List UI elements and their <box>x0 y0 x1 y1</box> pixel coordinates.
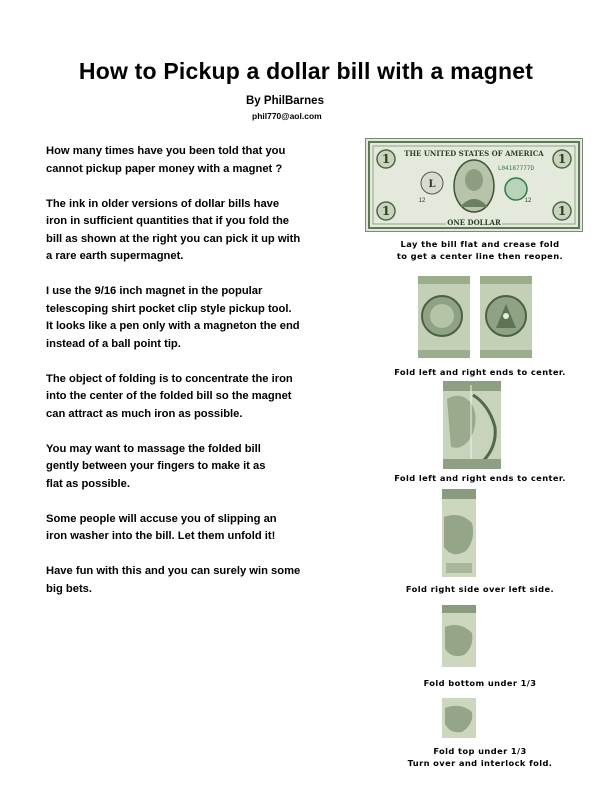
step-caption: Fold bottom under 1/3 <box>423 678 537 688</box>
page-title: How to Pickup a dollar bill with a magnet <box>78 58 534 84</box>
step-caption: Fold left and right ends to center. <box>394 367 566 377</box>
bill-corner-numeral: 1 <box>381 152 391 166</box>
folded-bill-step3-image <box>443 381 501 469</box>
bill-footer-text: ONE DOLLAR <box>447 218 501 227</box>
bill-serial: L04187777D <box>497 165 535 172</box>
author-email: phil770@aol.com <box>252 111 322 121</box>
bill-district-number: 12 <box>524 198 532 204</box>
bill-federal-reserve-letter: L <box>428 179 436 190</box>
paragraph: I use the 9/16 inch magnet in the popular telescoping shirt pocket clip style pickup tool. It looks like a pen only with a magneton the end instead of a ball point tip. <box>46 285 300 350</box>
paragraph: Have fun with this and you can surely win some big bets. <box>46 565 301 595</box>
paragraph: The ink in older versions of dollar bills have iron in sufficient quantities that if you fold the bill as shown at the right you can pick it up with a rare earth supermagnet. <box>46 197 301 262</box>
author-byline: By PhilBarnes <box>246 95 324 107</box>
dollar-bill-image <box>365 138 583 232</box>
paragraph: How many times have you been told that you cannot pickup paper money with a magnet ? <box>46 145 286 175</box>
bill-district-number: 12 <box>418 198 426 204</box>
bill-corner-numeral: 1 <box>557 152 567 166</box>
step-caption: Fold right side over left side. <box>405 584 555 594</box>
paragraph: The object of folding is to concentrate the iron into the center of the folded bill so the magnet can attract as much iron as possible. <box>46 372 293 420</box>
paragraph: Some people will accuse you of slipping an iron washer into the bill. Let them unfold it! <box>46 512 277 542</box>
step-caption: Lay the bill flat and crease fold to get a center line then reopen. <box>396 239 564 261</box>
step-caption: Fold left and right ends to center. <box>394 473 566 483</box>
bill-header-text: THE UNITED STATES OF AMERICA <box>404 149 544 158</box>
step-caption: Fold top under 1/3 Turn over and interlock fold. <box>407 746 553 768</box>
article-body <box>46 143 376 616</box>
folded-bill-step5-image <box>442 605 476 667</box>
paragraph: You may want to massage the folded bill gently between your fingers to make it as flat as possible. <box>46 442 266 490</box>
folded-bill-step6-image <box>442 698 476 738</box>
bill-corner-numeral: 1 <box>381 204 391 218</box>
bill-corner-numeral: 1 <box>557 204 567 218</box>
folded-bill-step4-image <box>442 489 476 577</box>
folded-bill-step2-image <box>416 272 534 360</box>
